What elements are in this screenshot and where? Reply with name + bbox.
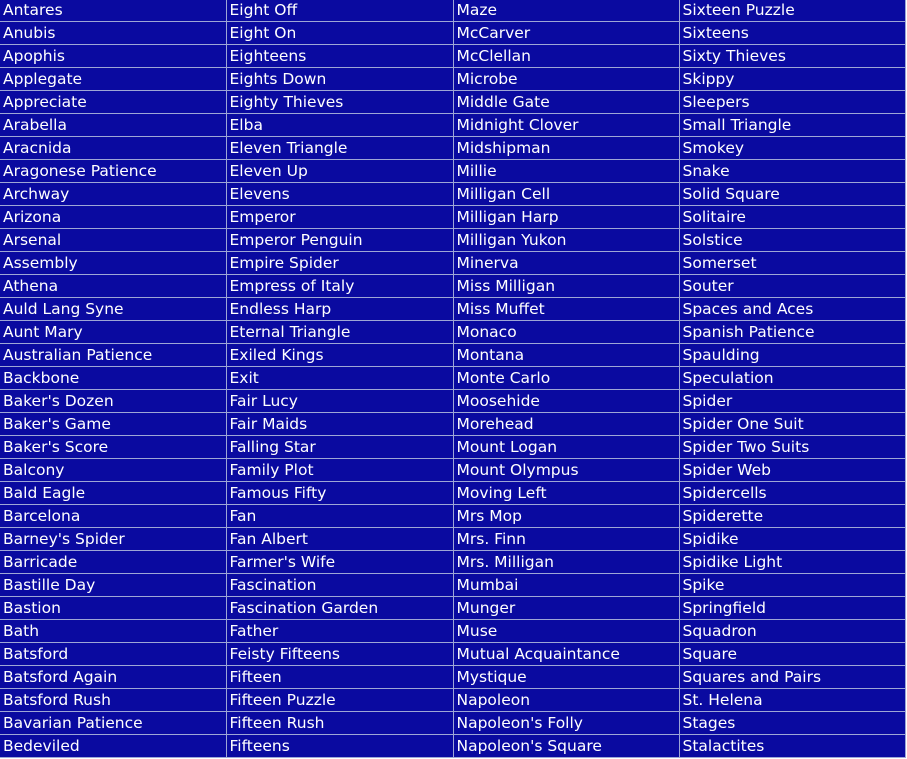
game-name-cell[interactable]: Fan Albert [226, 528, 453, 551]
game-name-cell[interactable]: Mystique [453, 666, 679, 689]
game-name-cell[interactable]: Empress of Italy [226, 275, 453, 298]
game-name-cell[interactable]: Napoleon's Square [453, 735, 679, 758]
game-name-cell[interactable]: Montana [453, 344, 679, 367]
game-name-cell[interactable]: Miss Milligan [453, 275, 679, 298]
game-name-cell[interactable]: Bath [0, 620, 226, 643]
game-name-cell[interactable]: Assembly [0, 252, 226, 275]
table-row [0, 735, 905, 758]
game-name-cell[interactable]: Midshipman [453, 137, 679, 160]
game-name-cell[interactable]: Emperor [226, 206, 453, 229]
game-name-cell[interactable]: Arsenal [0, 229, 226, 252]
game-name-cell[interactable]: Bavarian Patience [0, 712, 226, 735]
game-name-cell[interactable]: Father [226, 620, 453, 643]
game-name-cell[interactable]: Spider One Suit [679, 413, 905, 436]
table-row [0, 643, 905, 666]
game-name-cell[interactable]: Archway [0, 183, 226, 206]
game-name-cell[interactable]: Applegate [0, 68, 226, 91]
game-name-cell[interactable]: Spaces and Aces [679, 298, 905, 321]
game-name-cell[interactable]: Sixteen Puzzle [679, 0, 905, 22]
game-name-cell[interactable]: Fifteen [226, 666, 453, 689]
table-row [0, 114, 905, 137]
game-name-cell[interactable]: Eighteens [226, 45, 453, 68]
game-name-cell[interactable]: Mutual Acquaintance [453, 643, 679, 666]
game-name-cell[interactable]: Eternal Triangle [226, 321, 453, 344]
table-row [0, 206, 905, 229]
game-name-cell[interactable]: St. Helena [679, 689, 905, 712]
table-row [0, 22, 905, 45]
game-name-cell[interactable]: Souter [679, 275, 905, 298]
game-name-cell[interactable]: Solstice [679, 229, 905, 252]
game-name-cell[interactable]: Squadron [679, 620, 905, 643]
game-name-cell[interactable]: Australian Patience [0, 344, 226, 367]
table-row [0, 45, 905, 68]
game-name-cell[interactable]: Bald Eagle [0, 482, 226, 505]
game-name-cell[interactable]: Elevens [226, 183, 453, 206]
game-name-cell[interactable]: Muse [453, 620, 679, 643]
game-name-cell[interactable]: Eight Off [226, 0, 453, 22]
game-name-cell[interactable]: Smokey [679, 137, 905, 160]
game-name-cell[interactable]: Spiderette [679, 505, 905, 528]
table-row [0, 574, 905, 597]
table-row [0, 505, 905, 528]
table-row [0, 183, 905, 206]
game-name-cell[interactable]: Moosehide [453, 390, 679, 413]
table-row [0, 229, 905, 252]
game-name-cell[interactable]: Spidike [679, 528, 905, 551]
game-name-cell[interactable]: Batsford [0, 643, 226, 666]
game-name-cell[interactable]: Apophis [0, 45, 226, 68]
game-name-cell[interactable]: Fascination Garden [226, 597, 453, 620]
game-name-cell[interactable]: Millie [453, 160, 679, 183]
game-name-cell[interactable]: Napoleon [453, 689, 679, 712]
game-name-cell[interactable]: Minerva [453, 252, 679, 275]
table-row [0, 91, 905, 114]
game-name-cell[interactable]: Arizona [0, 206, 226, 229]
game-name-cell[interactable]: Bastille Day [0, 574, 226, 597]
game-name-cell[interactable]: Small Triangle [679, 114, 905, 137]
game-name-cell[interactable]: Aragonese Patience [0, 160, 226, 183]
table-row [0, 712, 905, 735]
game-name-cell[interactable]: Eleven Triangle [226, 137, 453, 160]
table-row [0, 367, 905, 390]
game-name-cell[interactable]: Exit [226, 367, 453, 390]
game-name-cell[interactable]: Springfield [679, 597, 905, 620]
game-name-cell[interactable]: Appreciate [0, 91, 226, 114]
table-row [0, 459, 905, 482]
table-row [0, 597, 905, 620]
game-name-cell[interactable]: Spider [679, 390, 905, 413]
table-row [0, 344, 905, 367]
game-name-cell[interactable]: Anubis [0, 22, 226, 45]
game-name-cell[interactable]: Exiled Kings [226, 344, 453, 367]
table-row [0, 298, 905, 321]
game-name-cell[interactable]: Emperor Penguin [226, 229, 453, 252]
game-name-cell[interactable]: Fifteen Rush [226, 712, 453, 735]
game-name-cell[interactable]: Barricade [0, 551, 226, 574]
game-name-cell[interactable]: Moving Left [453, 482, 679, 505]
game-name-cell[interactable]: Speculation [679, 367, 905, 390]
game-name-cell[interactable]: McCarver [453, 22, 679, 45]
game-name-cell[interactable]: Square [679, 643, 905, 666]
game-name-cell[interactable]: Famous Fifty [226, 482, 453, 505]
game-name-cell[interactable]: Bedeviled [0, 735, 226, 758]
game-name-cell[interactable]: Family Plot [226, 459, 453, 482]
game-name-cell[interactable]: Stages [679, 712, 905, 735]
game-name-cell[interactable]: Spanish Patience [679, 321, 905, 344]
game-name-cell[interactable]: Sleepers [679, 91, 905, 114]
game-name-cell[interactable]: Milligan Cell [453, 183, 679, 206]
game-name-cell[interactable]: Elba [226, 114, 453, 137]
table-row [0, 436, 905, 459]
table-row [0, 413, 905, 436]
game-name-cell[interactable]: Arabella [0, 114, 226, 137]
table-row [0, 666, 905, 689]
game-name-cell[interactable]: Mrs. Finn [453, 528, 679, 551]
game-name-cell[interactable]: Somerset [679, 252, 905, 275]
game-name-cell[interactable]: Spidike Light [679, 551, 905, 574]
table-row [0, 137, 905, 160]
game-name-cell[interactable]: Batsford Rush [0, 689, 226, 712]
game-name-cell[interactable]: Farmer's Wife [226, 551, 453, 574]
game-name-cell[interactable]: Balcony [0, 459, 226, 482]
game-name-cell[interactable]: Munger [453, 597, 679, 620]
game-name-cell[interactable]: Fair Lucy [226, 390, 453, 413]
game-name-cell[interactable]: Aunt Mary [0, 321, 226, 344]
game-name-cell[interactable]: Fan [226, 505, 453, 528]
game-name-cell[interactable]: Stalactites [679, 735, 905, 758]
game-name-cell[interactable]: Mrs. Milligan [453, 551, 679, 574]
table-row [0, 275, 905, 298]
game-name-cell[interactable]: Monaco [453, 321, 679, 344]
game-name-cell[interactable]: Eight On [226, 22, 453, 45]
table-row [0, 0, 905, 22]
game-name-cell[interactable]: Bastion [0, 597, 226, 620]
game-name-cell[interactable]: Sixteens [679, 22, 905, 45]
game-name-cell[interactable]: Spider Web [679, 459, 905, 482]
game-name-cell[interactable]: McClellan [453, 45, 679, 68]
game-name-cell[interactable]: Napoleon's Folly [453, 712, 679, 735]
game-name-cell[interactable]: Fifteens [226, 735, 453, 758]
game-name-cell[interactable]: Monte Carlo [453, 367, 679, 390]
game-name-cell[interactable]: Mumbai [453, 574, 679, 597]
game-name-cell[interactable]: Feisty Fifteens [226, 643, 453, 666]
game-name-cell[interactable]: Mrs Mop [453, 505, 679, 528]
game-name-cell[interactable]: Eighty Thieves [226, 91, 453, 114]
game-name-cell[interactable]: Solitaire [679, 206, 905, 229]
game-name-cell[interactable]: Baker's Dozen [0, 390, 226, 413]
game-name-cell[interactable]: Fair Maids [226, 413, 453, 436]
game-name-cell[interactable]: Falling Star [226, 436, 453, 459]
game-name-cell[interactable]: Mount Olympus [453, 459, 679, 482]
game-name-cell[interactable]: Milligan Harp [453, 206, 679, 229]
game-name-cell[interactable]: Aracnida [0, 137, 226, 160]
game-name-cell[interactable]: Solid Square [679, 183, 905, 206]
game-name-cell[interactable]: Sixty Thieves [679, 45, 905, 68]
game-name-cell[interactable]: Baker's Score [0, 436, 226, 459]
game-name-cell[interactable]: Athena [0, 275, 226, 298]
table-row [0, 620, 905, 643]
game-name-cell[interactable]: Middle Gate [453, 91, 679, 114]
game-name-cell[interactable]: Endless Harp [226, 298, 453, 321]
game-name-cell[interactable]: Spidercells [679, 482, 905, 505]
game-name-cell[interactable]: Miss Muffet [453, 298, 679, 321]
game-name-cell[interactable]: Antares [0, 0, 226, 22]
game-name-cell[interactable]: Auld Lang Syne [0, 298, 226, 321]
table-row [0, 68, 905, 91]
game-name-cell[interactable]: Baker's Game [0, 413, 226, 436]
game-name-cell[interactable]: Morehead [453, 413, 679, 436]
game-name-cell[interactable]: Skippy [679, 68, 905, 91]
game-name-cell[interactable]: Mount Logan [453, 436, 679, 459]
game-name-cell[interactable]: Maze [453, 0, 679, 22]
game-name-cell[interactable]: Spider Two Suits [679, 436, 905, 459]
game-name-cell[interactable]: Backbone [0, 367, 226, 390]
game-name-cell[interactable]: Midnight Clover [453, 114, 679, 137]
game-name-cell[interactable]: Snake [679, 160, 905, 183]
table-row [0, 252, 905, 275]
game-name-cell[interactable]: Barney's Spider [0, 528, 226, 551]
game-name-cell[interactable]: Barcelona [0, 505, 226, 528]
game-name-cell[interactable]: Fifteen Puzzle [226, 689, 453, 712]
table-row [0, 551, 905, 574]
table-row [0, 390, 905, 413]
table-row [0, 482, 905, 505]
table-row [0, 160, 905, 183]
game-name-cell[interactable]: Milligan Yukon [453, 229, 679, 252]
game-name-cell[interactable]: Fascination [226, 574, 453, 597]
game-name-cell[interactable]: Batsford Again [0, 666, 226, 689]
game-name-cell[interactable]: Empire Spider [226, 252, 453, 275]
table-row [0, 689, 905, 712]
game-name-cell[interactable]: Eights Down [226, 68, 453, 91]
game-name-cell[interactable]: Eleven Up [226, 160, 453, 183]
game-name-cell[interactable]: Squares and Pairs [679, 666, 905, 689]
game-name-cell[interactable]: Microbe [453, 68, 679, 91]
game-name-cell[interactable]: Spaulding [679, 344, 905, 367]
table-row [0, 321, 905, 344]
table-row [0, 528, 905, 551]
game-name-cell[interactable]: Spike [679, 574, 905, 597]
